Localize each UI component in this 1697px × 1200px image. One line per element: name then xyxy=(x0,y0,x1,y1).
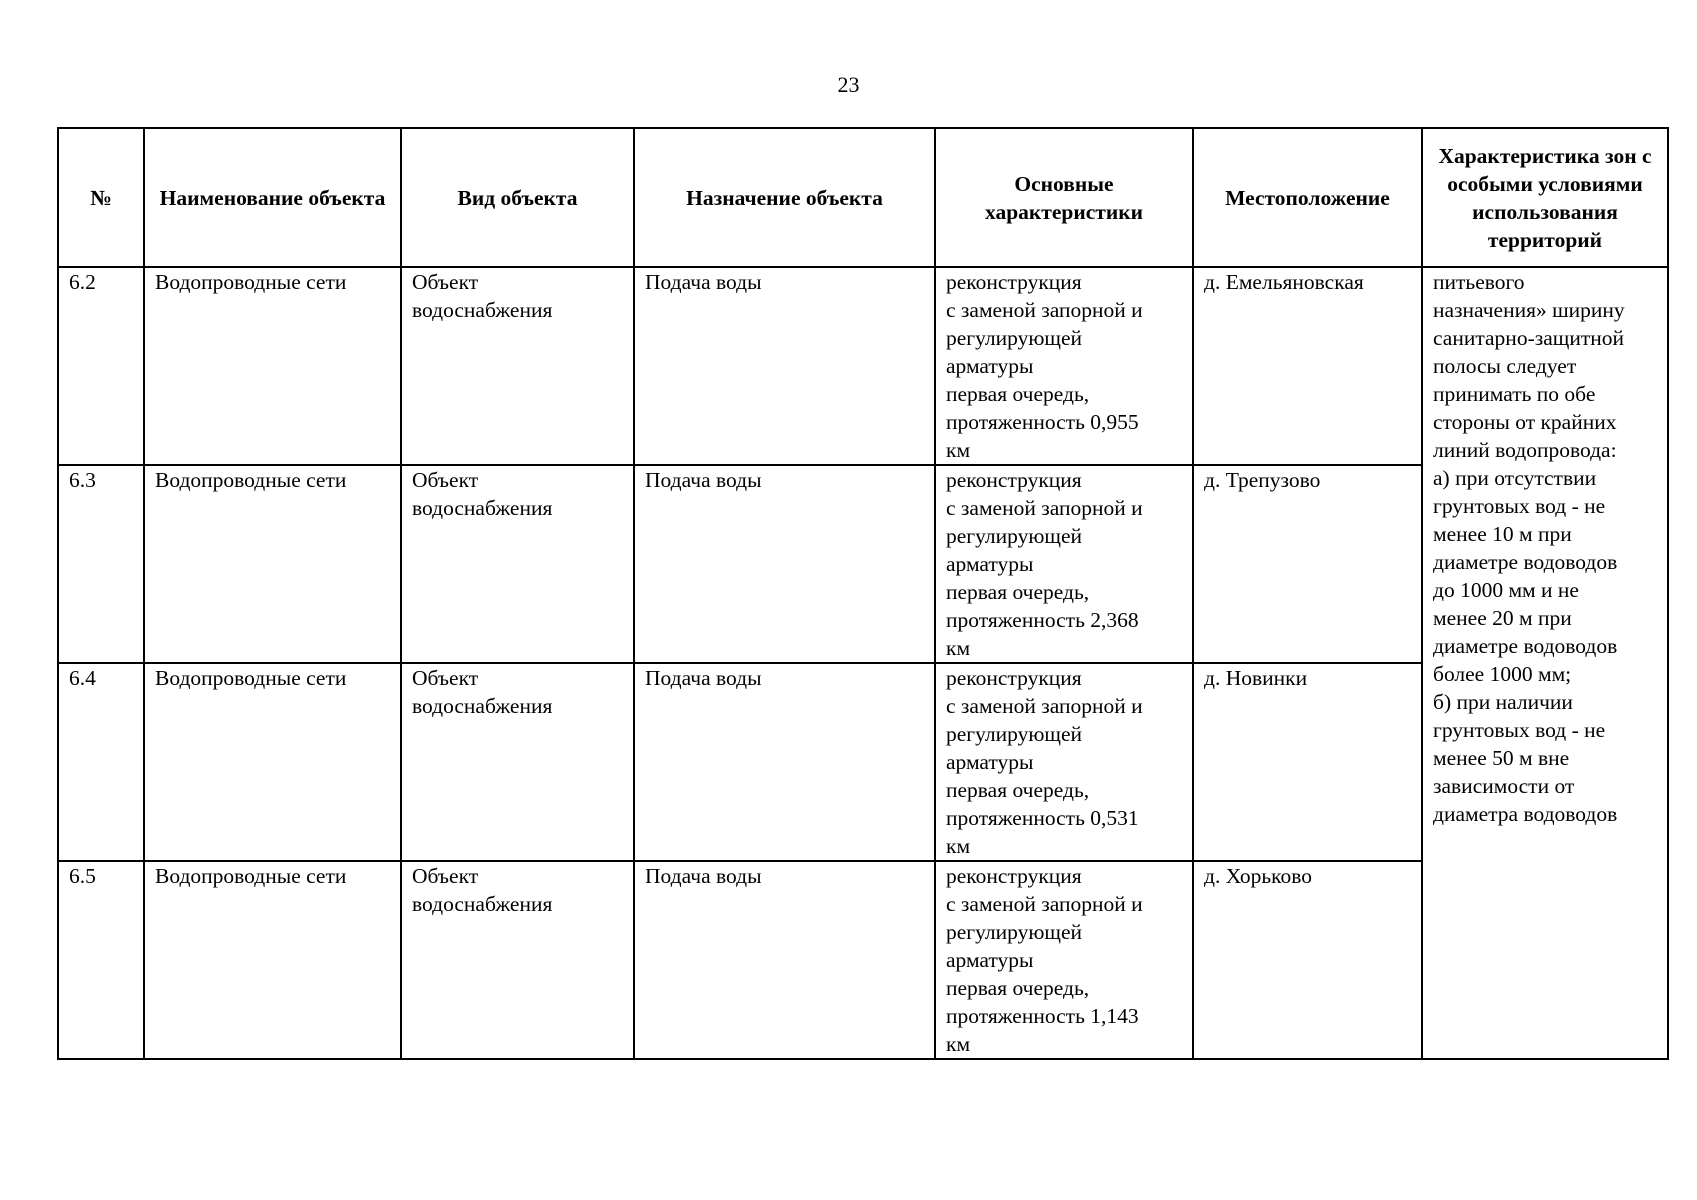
cell-main-characteristics-line: регулирующей xyxy=(946,722,1083,746)
cell-object-type xyxy=(401,465,634,663)
zones-text-line: менее 50 м вне xyxy=(1433,746,1570,770)
cell-object-type-line: водоснабжения xyxy=(412,892,553,916)
zones-text-line: стороны от крайних xyxy=(1433,410,1617,434)
cell-main-characteristics xyxy=(935,267,1193,465)
cell-main-characteristics-line: протяженность 1,143 xyxy=(946,1004,1139,1028)
cell-main-characteristics-line: регулирующей xyxy=(946,326,1083,350)
cell-main-characteristics xyxy=(935,465,1193,663)
cell-number: 6.5 xyxy=(58,861,144,1059)
zones-text-line: б) при наличии xyxy=(1433,690,1573,714)
cell-main-characteristics-line: протяженность 0,955 xyxy=(946,410,1139,434)
cell-object-type xyxy=(401,267,634,465)
cell-main-characteristics-line: с заменой запорной и xyxy=(946,892,1143,916)
zones-text-line: а) при отсутствии xyxy=(1433,466,1597,490)
cell-main-characteristics-line: первая очередь, xyxy=(946,580,1090,604)
header-location: Местоположение xyxy=(1193,128,1422,267)
cell-main-characteristics-line: арматуры xyxy=(946,354,1034,378)
cell-main-characteristics-line: протяженность 2,368 xyxy=(946,608,1139,632)
cell-object-purpose: Подача воды xyxy=(634,465,935,663)
cell-main-characteristics-line: км xyxy=(946,438,971,462)
cell-location: д. Новинки xyxy=(1193,663,1422,861)
cell-main-characteristics-line: реконструкция xyxy=(946,270,1082,294)
cell-main-characteristics-line: регулирующей xyxy=(946,920,1083,944)
cell-main-characteristics xyxy=(935,663,1193,861)
cell-object-type-line: Объект xyxy=(412,270,479,294)
cell-zones-characteristics xyxy=(1422,267,1668,1059)
cell-main-characteristics-line: км xyxy=(946,834,971,858)
cell-object-type xyxy=(401,663,634,861)
header-object-name: Наименование объекта xyxy=(144,128,401,267)
cell-location: д. Хорьково xyxy=(1193,861,1422,1059)
cell-main-characteristics-line: с заменой запорной и xyxy=(946,496,1143,520)
zones-text-line: менее 10 м при xyxy=(1433,522,1572,546)
zones-text-line: санитарно-защитной xyxy=(1433,326,1624,350)
cell-object-name: Водопроводные сети xyxy=(144,663,401,861)
zones-text-line: полосы следует xyxy=(1433,354,1577,378)
zones-text-line: зависимости от xyxy=(1433,774,1575,798)
header-main-characteristics: Основные характеристики xyxy=(935,128,1193,267)
header-number: № xyxy=(58,128,144,267)
table-row xyxy=(58,267,1668,465)
zones-text-line: до 1000 мм и не xyxy=(1433,578,1579,602)
zones-text-line: назначения» ширину xyxy=(1433,298,1625,322)
zones-text-line: диаметре водоводов xyxy=(1433,550,1618,574)
cell-object-name: Водопроводные сети xyxy=(144,267,401,465)
cell-number: 6.3 xyxy=(58,465,144,663)
cell-main-characteristics-line: реконструкция xyxy=(946,864,1082,888)
cell-main-characteristics-line: км xyxy=(946,636,971,660)
page-number: 23 xyxy=(837,72,860,97)
zones-text-line: линий водопровода: xyxy=(1433,438,1617,462)
cell-main-characteristics-line: арматуры xyxy=(946,948,1034,972)
zones-text-line: более 1000 мм; xyxy=(1433,662,1572,686)
zones-text-line: диаметре водоводов xyxy=(1433,634,1618,658)
header-object-purpose: Назначение объекта xyxy=(634,128,935,267)
cell-object-purpose: Подача воды xyxy=(634,267,935,465)
cell-object-purpose: Подача воды xyxy=(634,663,935,861)
cell-object-name: Водопроводные сети xyxy=(144,861,401,1059)
cell-number: 6.4 xyxy=(58,663,144,861)
cell-main-characteristics-line: протяженность 0,531 xyxy=(946,806,1139,830)
cell-main-characteristics-line: км xyxy=(946,1032,971,1056)
zones-text-line: принимать по обе xyxy=(1433,382,1596,406)
zones-text-line: менее 20 м при xyxy=(1433,606,1572,630)
cell-number: 6.2 xyxy=(58,267,144,465)
zones-text-line: питьевого xyxy=(1433,270,1525,294)
zones-text-line: грунтовых вод - не xyxy=(1433,494,1606,518)
cell-main-characteristics-line: первая очередь, xyxy=(946,778,1090,802)
cell-main-characteristics-line: с заменой запорной и xyxy=(946,694,1143,718)
cell-object-type-line: водоснабжения xyxy=(412,496,553,520)
cell-object-name: Водопроводные сети xyxy=(144,465,401,663)
table-header-row xyxy=(58,128,1668,267)
cell-main-characteristics-line: с заменой запорной и xyxy=(946,298,1143,322)
cell-location: д. Емельяновская xyxy=(1193,267,1422,465)
zones-text-line: диаметра водоводов xyxy=(1433,802,1618,826)
header-zones-characteristics: Характеристика зон с особыми условиями использования территорий xyxy=(1422,128,1668,267)
cell-main-characteristics-line: арматуры xyxy=(946,552,1034,576)
cell-main-characteristics xyxy=(935,861,1193,1059)
cell-object-type-line: Объект xyxy=(412,468,479,492)
cell-object-type xyxy=(401,861,634,1059)
cell-object-type-line: водоснабжения xyxy=(412,298,553,322)
cell-object-type-line: водоснабжения xyxy=(412,694,553,718)
cell-object-purpose: Подача воды xyxy=(634,861,935,1059)
header-object-type: Вид объекта xyxy=(401,128,634,267)
cell-location: д. Трепузово xyxy=(1193,465,1422,663)
zones-text-line: грунтовых вод - не xyxy=(1433,718,1606,742)
cell-object-type-line: Объект xyxy=(412,666,479,690)
cell-object-type-line: Объект xyxy=(412,864,479,888)
cell-main-characteristics-line: реконструкция xyxy=(946,666,1082,690)
cell-main-characteristics-line: первая очередь, xyxy=(946,382,1090,406)
objects-table xyxy=(57,127,1669,1060)
cell-main-characteristics-line: первая очередь, xyxy=(946,976,1090,1000)
cell-main-characteristics-line: реконструкция xyxy=(946,468,1082,492)
cell-main-characteristics-line: регулирующей xyxy=(946,524,1083,548)
cell-main-characteristics-line: арматуры xyxy=(946,750,1034,774)
